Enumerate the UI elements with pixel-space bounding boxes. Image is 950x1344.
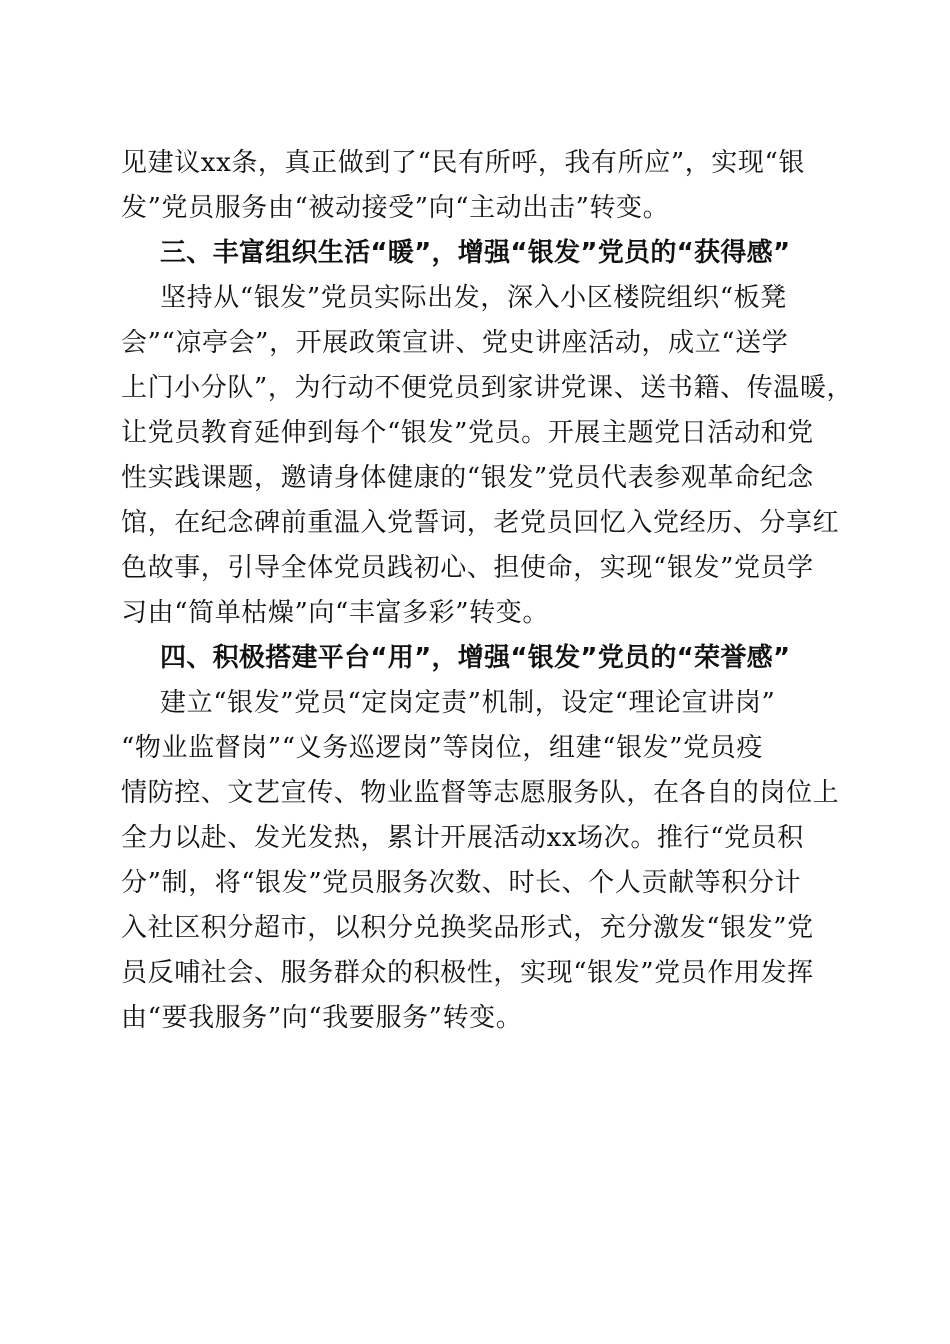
paragraph-line: 分”制，将“银发”党员服务次数、时长、个人贡献等积分计 (121, 868, 802, 898)
paragraph-line: 让党员教育延伸到每个“银发”党员。开展主题党日活动和党 (121, 418, 814, 448)
paragraph-line: 上门小分队”，为行动不便党员到家讲党课、送书籍、传温暖， (121, 373, 854, 403)
paragraph-line: 入社区积分超市，以积分兑换奖品形式，充分激发“银发”党 (121, 913, 814, 943)
paragraph-line: 发”党员服务由“被动接受”向“主动出击”转变。 (121, 193, 670, 223)
paragraph-line: “物业监督岗”“义务巡逻岗”等岗位，组建“银发”党员疫 (121, 733, 763, 763)
paragraph-line: 性实践课题，邀请身体健康的“银发”党员代表参观革命纪念 (121, 463, 814, 493)
paragraph-line: 见建议xx条，真正做到了“民有所呼，我有所应”，实现“银 (121, 148, 806, 178)
paragraph-line: 馆，在纪念碑前重温入党誓词，老党员回忆入党经历、分享红 (121, 508, 840, 538)
paragraph-line: 会”“凉亭会”，开展政策宣讲、党史讲座活动，成立“送学 (121, 328, 789, 358)
paragraph-line: 坚持从“银发”党员实际出发，深入小区楼院组织“板凳 (160, 283, 787, 313)
paragraph-line: 建立“银发”党员“定岗定责”机制，设定“理论宣讲岗” (160, 688, 776, 718)
section-heading-4: 四、积极搭建平台“用”，增强“银发”党员的“荣誉感” (160, 643, 791, 673)
paragraph-line: 习由“简单枯燥”向“丰富多彩”转变。 (121, 598, 549, 628)
paragraph-line: 员反哺社会、服务群众的积极性，实现“银发”党员作用发挥 (121, 958, 814, 988)
paragraph-line: 色故事，引导全体党员践初心、担使命，实现“银发”党员学 (121, 553, 814, 583)
section-heading-3: 三、丰富组织生活“暖”，增强“银发”党员的“获得感” (160, 238, 791, 268)
paragraph-line: 由“要我服务”向“我要服务”转变。 (121, 1003, 523, 1033)
paragraph-line: 情防控、文艺宣传、物业监督等志愿服务队，在各自的岗位上 (121, 778, 840, 808)
paragraph-line: 全力以赴、发光发热，累计开展活动xx场次。推行“党员积 (121, 823, 804, 853)
